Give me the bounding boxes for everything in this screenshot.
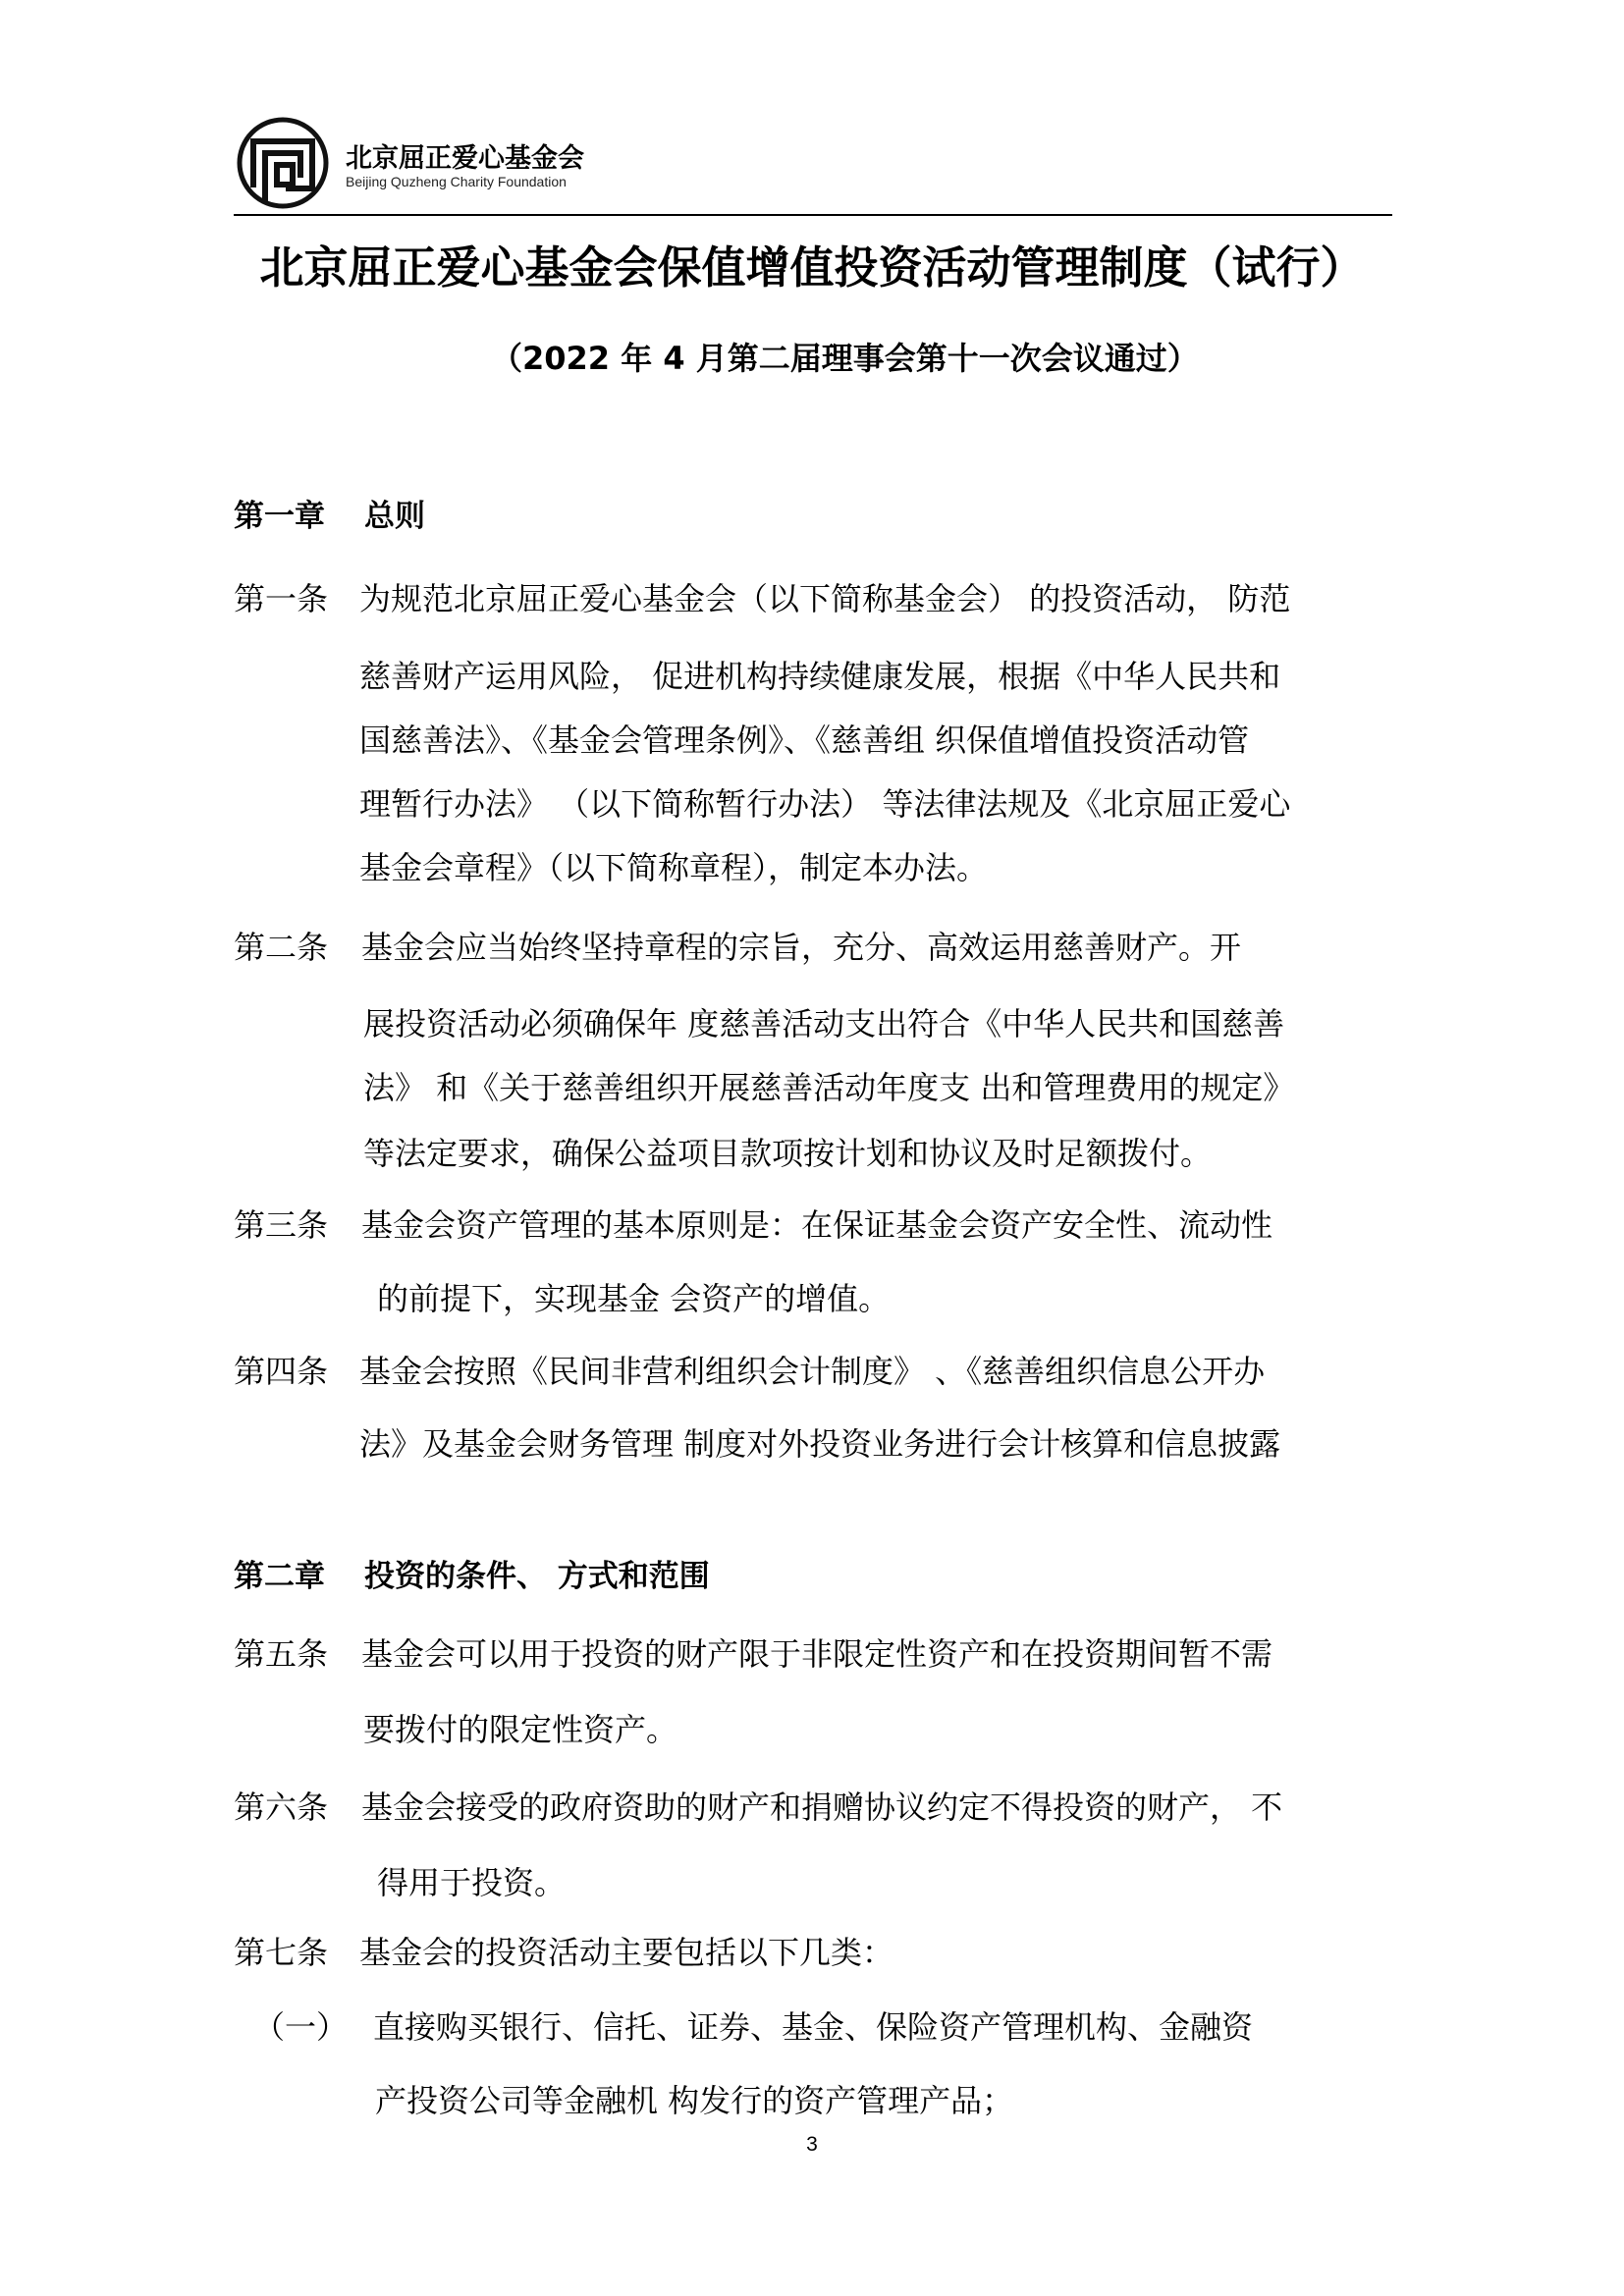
- header-divider: [234, 214, 1392, 216]
- chapter-label: 第一章: [234, 499, 325, 534]
- item-1-line: 产投资公司等金融机 构发行的资产管理产品；: [375, 2082, 1014, 2119]
- article-4-line: 基金会按照《民间非营利组织会计制度》 、《慈善组织信息公开办: [359, 1353, 1266, 1390]
- article-3-line: 的前提下，实现基金 会资产的增值。: [377, 1280, 891, 1317]
- article-5-label: 第五条: [234, 1635, 329, 1673]
- item-1-line: 直接购买银行、信托、证券、基金、保险资产管理机构、金融资: [373, 2008, 1254, 2046]
- article-1-line: 为规范北京屈正爱心基金会（以下简称基金会） 的投资活动， 防范: [359, 580, 1291, 617]
- article-6-line: 得用于投资。: [377, 1864, 567, 1901]
- chapter-title: 投资的条件、 方式和范围: [364, 1559, 710, 1594]
- article-2-line: 等法定要求，确保公益项目款项按计划和协议及时足额拨付。: [363, 1135, 1213, 1172]
- article-2-line: 法》 和《关于慈善组织开展慈善活动年度支 出和管理费用的规定》: [363, 1069, 1295, 1106]
- chapter-1-heading: [234, 491, 425, 535]
- article-5-line: 基金会可以用于投资的财产限于非限定性资产和在投资期间暂不需: [361, 1635, 1273, 1673]
- item-1-label: （一）: [253, 2008, 349, 2046]
- article-1-line: 理暂行办法》 （以下简称暂行办法） 等法律法规及《北京屈正爱心: [359, 785, 1291, 823]
- document-title: 北京屈正爱心基金会保值增值投资活动管理制度（试行）: [259, 241, 1365, 294]
- article-7-label: 第七条: [234, 1934, 329, 1971]
- org-name-en: Beijing Quzheng Charity Foundation: [346, 174, 567, 189]
- article-4-line: 法》及基金会财务管理 制度对外投资业务进行会计核算和信息披露: [359, 1425, 1281, 1463]
- article-1-label: 第一条: [234, 580, 329, 617]
- article-1-line: 慈善财产运用风险， 促进机构持续健康发展，根据《中华人民共和: [359, 658, 1281, 695]
- article-2-label: 第二条: [234, 929, 329, 966]
- document-subtitle: （2022 年 4 月第二届理事会第十一次会议通过）: [491, 340, 1199, 377]
- article-6-line: 基金会接受的政府资助的财产和捐赠协议约定不得投资的财产， 不: [361, 1789, 1283, 1826]
- article-1-line: 国慈善法》、《基金会管理条例》、《慈善组 织保值增值投资活动管: [359, 721, 1250, 759]
- article-1-line: 基金会章程》（以下简称章程），制定本办法。: [359, 849, 989, 886]
- chapter-label: 第二章: [234, 1559, 325, 1594]
- article-7-line: 基金会的投资活动主要包括以下几类：: [359, 1934, 894, 1971]
- article-4-label: 第四条: [234, 1353, 329, 1390]
- page-number: 3: [806, 2133, 818, 2156]
- foundation-logo-icon: [236, 116, 330, 210]
- chapter-2-heading: [234, 1551, 710, 1595]
- chapter-title: 总则: [364, 499, 425, 534]
- article-3-line: 基金会资产管理的基本原则是：在保证基金会资产安全性、流动性: [361, 1206, 1273, 1244]
- article-2-line: 展投资活动必须确保年 度慈善活动支出符合《中华人民共和国慈善: [363, 1005, 1285, 1042]
- article-2-line: 基金会应当始终坚持章程的宗旨，充分、高效运用慈善财产。开: [361, 929, 1242, 966]
- article-5-line: 要拨付的限定性资产。: [363, 1711, 678, 1748]
- org-name-cn: 北京屈正爱心基金会: [346, 143, 584, 174]
- article-3-label: 第三条: [234, 1206, 329, 1244]
- article-6-label: 第六条: [234, 1789, 329, 1826]
